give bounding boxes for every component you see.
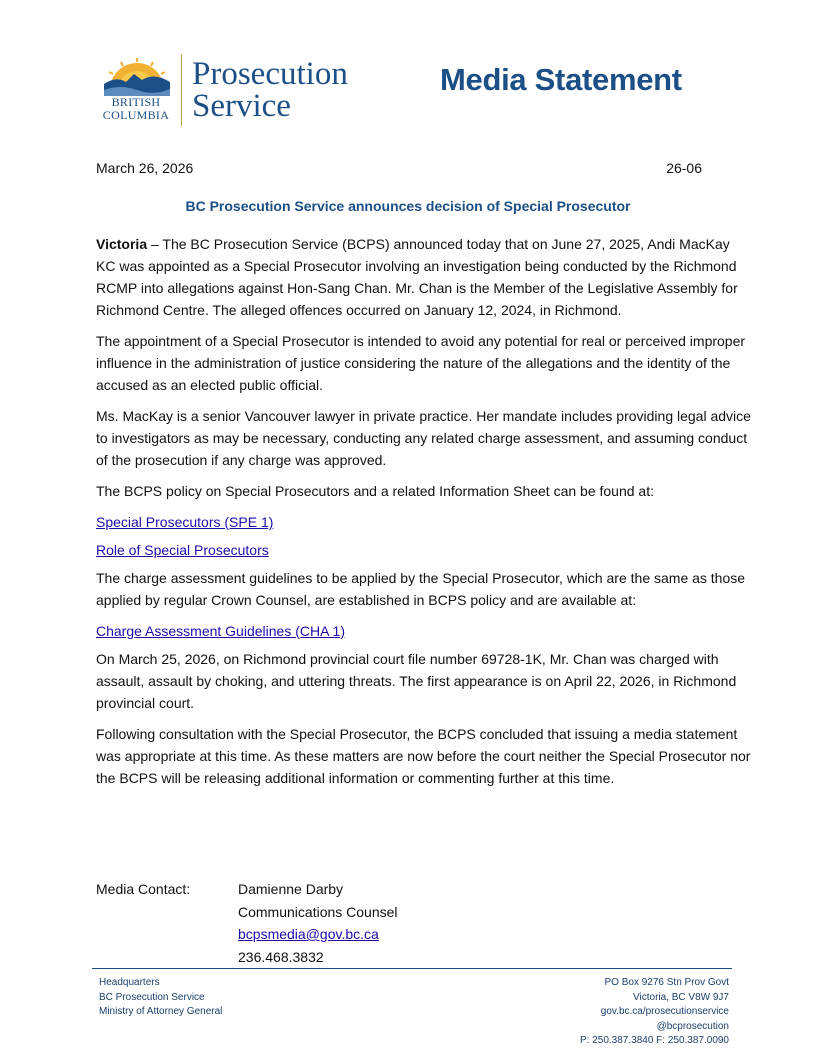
dateline-location: Victoria xyxy=(96,236,148,252)
bc-sun-icon xyxy=(104,56,170,96)
footer-divider xyxy=(92,968,732,969)
paragraph-2: The appointment of a Special Prosecutor is intended to avoid any potential for real or perceived improper influence in the administration of justice considering the nature of the allegations and the identity of the accused as an elected public official. xyxy=(96,333,746,393)
footer-website: gov.bc.ca/prosecutionservice xyxy=(600,1006,729,1017)
bc-prosecution-logo xyxy=(94,54,394,128)
paragraph-1: Victoria – The BC Prosecution Service (BCPS) announced today that on June 27, 2025, Andi MacKay KC was appointed as a Special Prosecutor involving an investigation being conducted by the Richmond RCMP into allegations against Hon-Sang Chan. Mr. Chan is the Member of the Legislative Assembly for Richmond Centre. The alleged offences occurred on January 12, 2024, in Richmond. xyxy=(96,236,738,318)
logo-divider xyxy=(181,54,182,126)
statement-subject: BC Prosecution Service announces decision of Special Prosecutor xyxy=(185,198,631,214)
dateline xyxy=(96,160,702,176)
page-title: Media Statement xyxy=(440,62,682,97)
paragraph-5: The charge assessment guidelines to be applied by the Special Prosecutor, which are the same as those applied by regular Crown Counsel, are established in BCPS policy and are available at: xyxy=(96,570,746,608)
role-of-special-prosecutors-link[interactable]: Role of Special Prosecutors xyxy=(96,542,269,558)
paragraph-4: The BCPS policy on Special Prosecutors and a related Information Sheet can be found at: xyxy=(96,483,654,499)
logo-wordmark: Prosecution Service xyxy=(192,56,348,124)
footer-address-left: Headquarters BC Prosecution Service Ministry of Attorney General xyxy=(99,977,223,1017)
release-number: 26-06 xyxy=(666,160,702,176)
charge-assessment-guidelines-link[interactable]: Charge Assessment Guidelines (CHA 1) xyxy=(96,623,345,639)
contact-role: Communications Counsel xyxy=(238,903,398,920)
special-prosecutors-policy-link[interactable]: Special Prosecutors (SPE 1) xyxy=(96,514,274,530)
footer-phone-fax: P: 250.387.3840 F: 250.387.0090 xyxy=(579,1035,729,1046)
logo-province: BRITISH COLUMBIA xyxy=(102,95,170,122)
statement-body xyxy=(96,233,752,798)
release-date: March 26, 2026 xyxy=(96,160,194,176)
paragraph-3: Ms. MacKay is a senior Vancouver lawyer in private practice. Her mandate includes providing legal advice to investigators as may be necessary, conducting any related charge assessment, and assuming conduct of the prosecution if any charge was approved. xyxy=(96,408,751,468)
contact-name: Damienne Darby xyxy=(238,881,344,897)
media-contact-label: Media Contact: xyxy=(96,881,191,897)
contact-phone: 236.468.3832 xyxy=(238,948,324,965)
footer-social-handle: @bcprosecution xyxy=(656,1020,729,1032)
paragraph-6: On March 25, 2026, on Richmond provincial court file number 69728-1K, Mr. Chan was charged with assault, assault by choking, and uttering threats. The first appearance is on April 22, 2026, in Richmond provincial court. xyxy=(96,651,737,711)
paragraph-7: Following consultation with the Special Prosecutor, the BCPS concluded that issuing a media statement was appropriate at this time. As these matters are now before the court neither the Special Prosecutor nor the BCPS will be releasing additional information or commenting further at this time. xyxy=(96,726,751,786)
footer-address-right: PO Box 9276 Stn Prov Govt Victoria, BC V8W 9J7 gov.bc.ca/prosecutionservice @bcprosecution P: 250.387.3840 F: 250.387.0090 xyxy=(580,976,729,1049)
contact-email-link[interactable]: bcpsmedia@gov.bc.ca xyxy=(238,926,379,942)
